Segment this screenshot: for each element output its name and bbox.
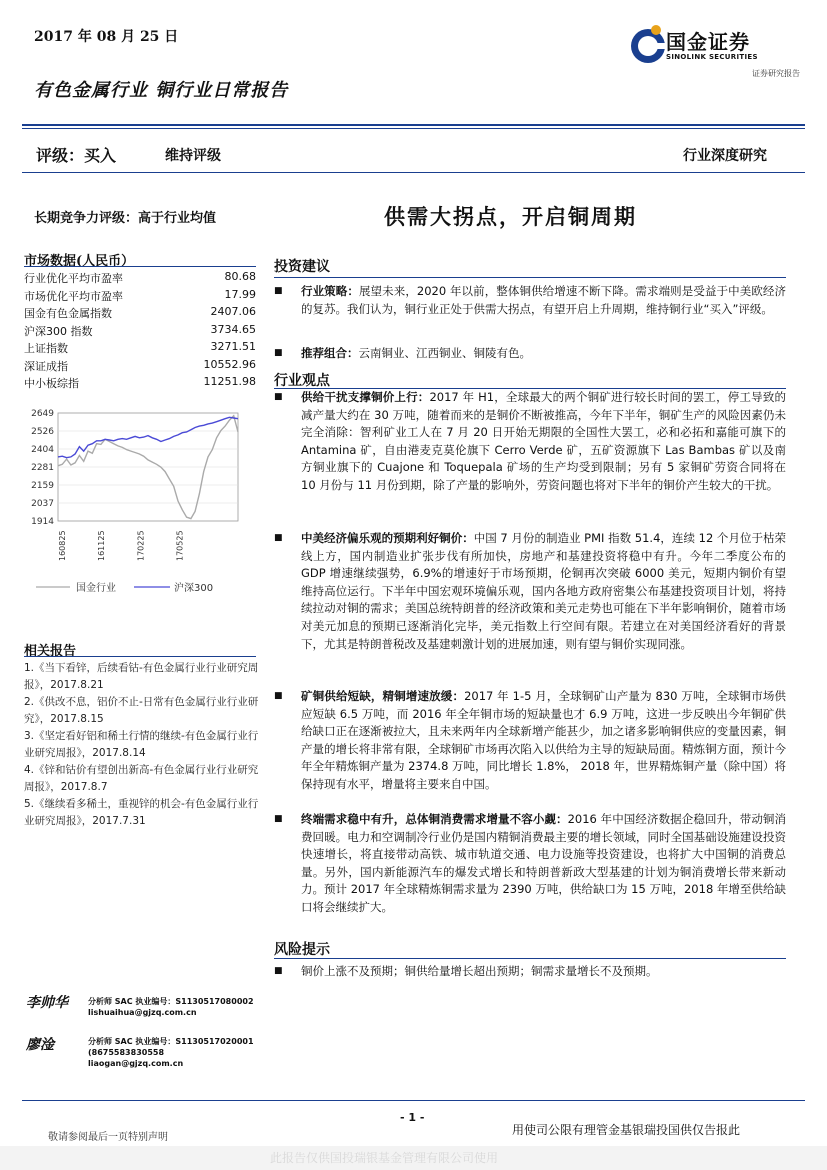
rating-keep: 维持评级 bbox=[165, 148, 221, 164]
market-key: 行业优化平均市盈率 bbox=[24, 272, 123, 285]
disclaimer-note: 敬请参阅最后一页特别声明 bbox=[48, 1132, 168, 1143]
view-text: 2017 年 H1，全球最大的两个铜矿进行较长时间的罢工，停工导致的减产量大约在 30 万吨，随着而来的是铜价不断被推高，今年下半年，铜矿生产的风险因素仍未完全消除：智利矿业工人在 7 月 20 日开始无期限的全国性大罢工，必和必拓和嘉能可旗下的 Antamina 矿，自由港麦克莫伦旗下 Cerro Verde 矿，五矿资源旗下 Las Bambas 矿以及南方铜业旗下的 Cuajone 和 Toquepala 矿场的生产均受到限制；另有 5 家铜矿劳资合同将在 10 月份与 11 月份到期，除了产量的影响外，劳资问题也将对下半年的铜价产生较大的干扰。 bbox=[301, 390, 786, 492]
market-row bbox=[24, 375, 256, 392]
rating-rule bbox=[22, 172, 805, 173]
market-value: 11251.98 bbox=[203, 375, 256, 388]
market-value: 3734.65 bbox=[210, 322, 256, 336]
bullet-icon: ■ bbox=[274, 533, 283, 543]
footer-rule bbox=[22, 1100, 805, 1101]
y-tick-label: 2649 bbox=[31, 409, 54, 419]
analyst-name: 李帅华 bbox=[26, 995, 68, 1011]
industry-line: 有色金属行业 铜行业日常报告 bbox=[34, 80, 289, 101]
market-key: 深证成指 bbox=[24, 359, 68, 373]
long-term-rating: 长期竞争力评级：高于行业均值 bbox=[34, 211, 217, 226]
view-text: 中国 7 月份的制造业 PMI 指数 51.4，连续 12 个月位于枯荣线上方，国内制造业扩张步伐有所加快，房地产和基建投资将稳中有升。今年二季度公布的 GDP 增速继续强势，6.9%的增速好于市场预期，伦铜再次突破 6000 美元，短期内铜价有望维持高位运行。下半年中国宏观环境偏乐观，国内各地方政府密集公布基建投资项目计划，将持续拉动对铜的需求；美国总统特朗普的经济政策和美元走势也可能在下半年影响铜价，随着市场对美元加息的预期已逐渐消化完毕，美元指数上行空间有限。若建立在对美国经济看好的背景下，尤其是特朗普税改及基建刺激计划的进展加速，则有望与铜价实现同涨。 bbox=[301, 531, 787, 651]
bullet-icon: ■ bbox=[274, 348, 283, 358]
x-tick-label: 160825 bbox=[58, 530, 67, 561]
y-tick-label: 2404 bbox=[31, 445, 54, 455]
risk-rule bbox=[274, 958, 786, 959]
market-key: 市场优化平均市盈率 bbox=[24, 289, 123, 303]
footer-notice: 用使司公限有理管金基银瑞投国供仅告报此 bbox=[512, 1123, 741, 1137]
legend-label: 沪深300 bbox=[174, 583, 214, 594]
watermark: 此报告仅供国投瑞银基金管理有限公司使用 bbox=[270, 1151, 499, 1165]
y-tick-label: 2037 bbox=[31, 499, 54, 509]
view-lead: 终端需求稳中有升，总体铜消费需求增量不容小觑： bbox=[301, 812, 568, 826]
legend-label: 国金行业 bbox=[76, 583, 116, 594]
invest-item bbox=[274, 345, 786, 363]
risk-text: 铜价上涨不及预期；铜供给量增长超出预期；铜需求量增长不及预期。 bbox=[301, 964, 658, 978]
market-value: 3271.51 bbox=[210, 340, 256, 353]
main-title: 供需大拐点，开启铜周期 bbox=[384, 204, 637, 229]
view-item bbox=[274, 389, 786, 495]
analyst-info bbox=[88, 1036, 254, 1069]
report-type: 行业深度研究 bbox=[683, 148, 767, 164]
view-item bbox=[274, 688, 786, 794]
invest-item bbox=[274, 283, 786, 318]
related-item[interactable]: 3.《坚定看好铝和稀土行情的继续-有色金属行业行业研究周报》，2017.8.14 bbox=[24, 730, 259, 759]
invest-rule bbox=[274, 277, 786, 278]
invest-text: 展望未来，2020 年以前，整体铜供给增速不断下降。需求端则是受益于中美欧经济的复苏。我们认为，铜行业正处于供需大拐点，有望开启上升周期，维持铜行业“买入”评级。 bbox=[301, 284, 787, 316]
view-lead: 矿铜供给短缺，精铜增速放缓： bbox=[301, 689, 465, 703]
invest-lead: 推荐组合： bbox=[301, 346, 359, 360]
market-key: 国金有色金属指数 bbox=[24, 307, 112, 320]
logo-sub: 证券研究报告 bbox=[752, 69, 800, 78]
related-item[interactable]: 4.《锌和钴价有望创出新高-有色金属行业行业研究周报》，2017.8.7 bbox=[24, 764, 259, 793]
y-tick-label: 1914 bbox=[31, 517, 54, 527]
market-rule bbox=[24, 266, 256, 267]
bullet-icon: ■ bbox=[274, 814, 283, 824]
market-row bbox=[24, 323, 256, 340]
bullet-icon: ■ bbox=[274, 392, 283, 402]
bullet-icon: ■ bbox=[274, 691, 283, 701]
analyst-phone: (8675583830558 bbox=[88, 1048, 165, 1057]
analyst-email[interactable]: lishuaihua@gjzq.com.cn bbox=[88, 1008, 197, 1017]
page-number: - 1 - bbox=[400, 1111, 425, 1124]
y-tick-label: 2281 bbox=[31, 463, 54, 473]
top-rule bbox=[22, 124, 805, 126]
risk-item bbox=[274, 963, 786, 981]
view-item bbox=[274, 530, 786, 653]
bullet-icon: ■ bbox=[274, 966, 283, 976]
market-value: 17.99 bbox=[224, 287, 256, 301]
top-rule-thin bbox=[22, 128, 805, 129]
y-tick-label: 2526 bbox=[31, 427, 54, 437]
y-tick-label: 2159 bbox=[31, 481, 54, 491]
x-tick-label: 161125 bbox=[97, 530, 107, 561]
market-key: 中小板综指 bbox=[24, 377, 79, 390]
market-row bbox=[24, 270, 256, 287]
market-value: 10552.96 bbox=[203, 357, 256, 371]
market-row bbox=[24, 305, 256, 322]
view-text: 2017 年 1-5 月，全球铜矿山产量为 830 万吨，全球铜市场供应短缺 6.5 万吨，而 2016 年全年铜市场的短缺量也才 6.9 万吨，这进一步反映出今年铜矿供给缺口正在逐渐被拉大，且未来两年内全球新增产能甚少，加之诸多影响铜供应的变量因素，铜产量的增长将非常有限，全球铜矿市场再次陷入以供给为主导的短缺局面。精炼铜方面，预计今年全年精炼铜产量为 2374.8 万吨，同比增长 1.8%， 2018 年，世界精炼铜产量（除中国）将保持现有水平，增量将主要来自中国。 bbox=[301, 689, 786, 791]
logo-mark-icon bbox=[628, 22, 668, 66]
related-item[interactable]: 5.《继续看多稀土，重视锌的机会-有色金属行业行业研究周报》，2017.7.31 bbox=[24, 798, 259, 827]
analyst-name: 廖淦 bbox=[26, 1037, 54, 1053]
x-tick-label: 170525 bbox=[175, 530, 185, 561]
analyst-sac: 分析师 SAC 执业编号：S1130517020001 bbox=[88, 1037, 254, 1046]
risk-title: 风险提示 bbox=[274, 942, 330, 958]
related-title: 相关报告 bbox=[24, 644, 77, 659]
market-key: 上证指数 bbox=[24, 342, 68, 355]
market-key: 沪深300 指数 bbox=[24, 324, 93, 338]
analyst-email[interactable]: liaogan@gjzq.com.cn bbox=[88, 1059, 184, 1068]
market-data-title: 市场数据(人民币） bbox=[24, 254, 135, 269]
related-rule bbox=[24, 656, 256, 657]
invest-title: 投资建议 bbox=[274, 259, 330, 275]
market-row bbox=[24, 288, 256, 305]
rating: 评级：买入 bbox=[36, 146, 117, 165]
invest-lead: 行业策略： bbox=[301, 284, 359, 298]
view-lead: 中美经济偏乐观的预期利好铜价： bbox=[301, 531, 474, 545]
view-item bbox=[274, 811, 786, 917]
market-value: 80.68 bbox=[224, 270, 256, 283]
market-row bbox=[24, 358, 256, 375]
chart-canvas bbox=[22, 405, 258, 615]
view-title: 行业观点 bbox=[274, 373, 330, 389]
logo-name: 国金证券 bbox=[666, 30, 750, 54]
index-chart bbox=[22, 405, 258, 615]
related-item[interactable]: 2.《供改不息，铝价不止-日常有色金属行业行业研究》，2017.8.15 bbox=[24, 696, 259, 725]
logo-en: SINOLINK SECURITIES bbox=[666, 53, 758, 61]
invest-text: 云南铜业、江西铜业、铜陵有色。 bbox=[358, 346, 531, 360]
bullet-icon: ■ bbox=[274, 286, 283, 296]
view-lead: 供给干扰支撑铜价上行： bbox=[301, 390, 430, 404]
related-item[interactable]: 1.《当下看锌，后续看钴-有色金属行业行业研究周报》，2017.8.21 bbox=[24, 662, 259, 691]
view-text: 2016 年中国经济数据企稳回升，带动铜消费回暖。电力和空调制冷行业仍是国内精铜消费最主要的增长领域，同时全国基础设施建设投资快速增长，将直接带动高铁、城市轨道交通、电力设施等投资建设，也将扩大中国铜的消费总量。另外，国内新能源汽车的爆发式增长和特朗普新政大型基建的计划为铜消费增长带来新动力。预计 2017 年全球精炼铜需求量为 2390 万吨，供给缺口为 15 万吨，2018 年增至供给缺口将会继续扩大。 bbox=[301, 812, 786, 914]
analyst-sac: 分析师 SAC 执业编号：S1130517080002 bbox=[88, 997, 254, 1006]
market-value: 2407.06 bbox=[210, 305, 256, 318]
analyst-info bbox=[88, 996, 254, 1018]
market-row bbox=[24, 340, 256, 357]
x-tick-label: 170225 bbox=[136, 530, 146, 561]
report-date: 2017 年 08 月 25 日 bbox=[34, 29, 179, 45]
